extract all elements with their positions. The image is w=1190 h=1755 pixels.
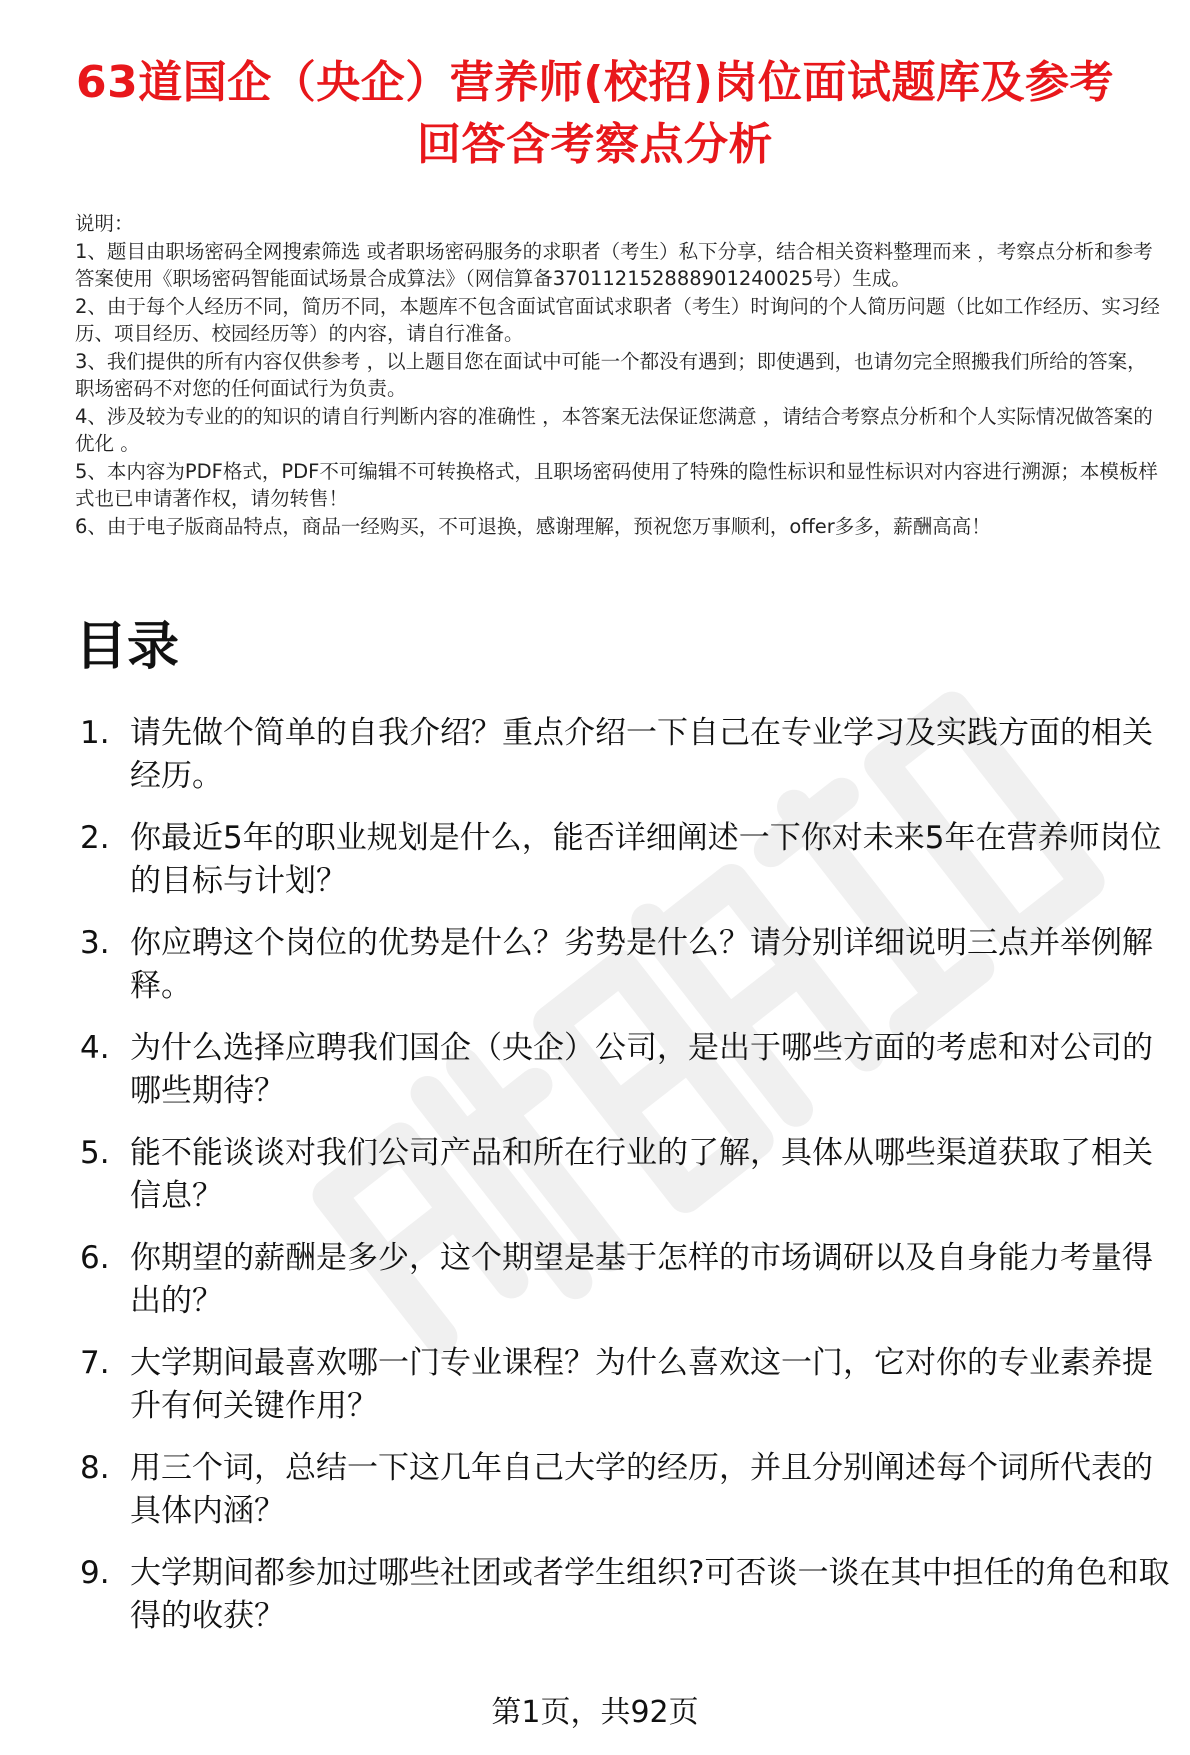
toc-item-number: 5. [80,1135,110,1171]
toc-heading: 目录 [75,617,180,677]
toc-item[interactable] [80,1027,1170,1113]
toc-item-number: 9. [80,1555,110,1591]
toc-item-text: 你期望的薪酬是多少，这个期望是基于怎样的市场调研以及自身能力考量得出的？ [130,1240,1153,1319]
toc-item-number: 6. [80,1240,110,1276]
toc-item[interactable] [80,712,1170,798]
toc-item-text: 你最近5年的职业规划是什么，能否详细阐述一下你对未来5年在营养师岗位的目标与计划？ [130,820,1162,899]
notes-section [75,210,1160,540]
toc-item-number: 2. [80,820,110,856]
toc-item-text: 大学期间都参加过哪些社团或者学生组织?可否谈一谈在其中担任的角色和取得的收获？ [130,1555,1170,1634]
note-item: 5、本内容为PDF格式，PDF不可编辑不可转换格式，且职场密码使用了特殊的隐性标识和显性标识对内容进行溯源；本模板样式也已申请著作权，请勿转售！ [75,459,1158,510]
toc-item[interactable] [80,922,1170,1008]
note-item: 2、由于每个人经历不同，简历不同，本题库不包含面试官面试求职者（考生）时询问的个人简历问题（比如工作经历、实习经历、项目经历、校园经历等）的内容，请自行准备。 [75,294,1160,345]
toc-item-number: 3. [80,925,110,961]
page-footer: 第1页，共92页 [491,1695,699,1730]
toc-item-text: 你应聘这个岗位的优势是什么？劣势是什么？请分别详细说明三点并举例解释。 [130,925,1153,1004]
toc-item-number: 8. [80,1450,110,1486]
document-title: 63道国企（央企）营养师(校招)岗位面试题库及参考回答含考察点分析 [76,57,1114,170]
toc-item[interactable] [80,1132,1170,1218]
note-item: 1、题目由职场密码全网搜索筛选 或者职场密码服务的求职者（考生）私下分享，结合相关资料整理而来 ，考察点分析和参考答案使用《职场密码智能面试场景合成算法》（网信算备370112152888901240025号）生成。 [75,239,1153,290]
toc-item-text: 大学期间最喜欢哪一门专业课程？为什么喜欢这一门，它对你的专业素养提升有何关键作用？ [130,1345,1153,1424]
note-item: 6、由于电子版商品特点，商品一经购买，不可退换，感谢理解，预祝您万事顺利，offer多多，薪酬高高！ [75,514,991,538]
toc-item[interactable] [80,1447,1170,1533]
toc-item-text: 用三个词，总结一下这几年自己大学的经历，并且分别阐述每个词所代表的具体内涵？ [130,1450,1153,1529]
notes-heading: 说明： [75,212,134,235]
toc-item-number: 1. [80,715,110,751]
note-item: 4、涉及较为专业的的知识的请自行判断内容的准确性 ，本答案无法保证您满意 ，请结合考察点分析和个人实际情况做答案的优化 。 [75,404,1153,455]
toc-item-number: 7. [80,1345,110,1381]
toc-item[interactable] [80,817,1170,903]
toc-item[interactable] [80,1237,1170,1323]
toc-item-text: 能不能谈谈对我们公司产品和所在行业的了解，具体从哪些渠道获取了相关信息？ [130,1135,1153,1214]
toc-item-text: 为什么选择应聘我们国企（央企）公司，是出于哪些方面的考虑和对公司的哪些期待？ [130,1030,1153,1109]
toc-item[interactable] [80,1342,1170,1428]
toc-item[interactable] [80,1552,1170,1638]
toc-item-number: 4. [80,1030,110,1066]
toc-list [80,712,1170,1657]
note-item: 3、我们提供的所有内容仅供参考 ，以上题目您在面试中可能一个都没有遇到；即使遇到，也请勿完全照搬我们所给的答案，职场密码不对您的任何面试行为负责。 [75,349,1147,400]
toc-item-text: 请先做个简单的自我介绍？重点介绍一下自己在专业学习及实践方面的相关经历。 [130,715,1153,794]
